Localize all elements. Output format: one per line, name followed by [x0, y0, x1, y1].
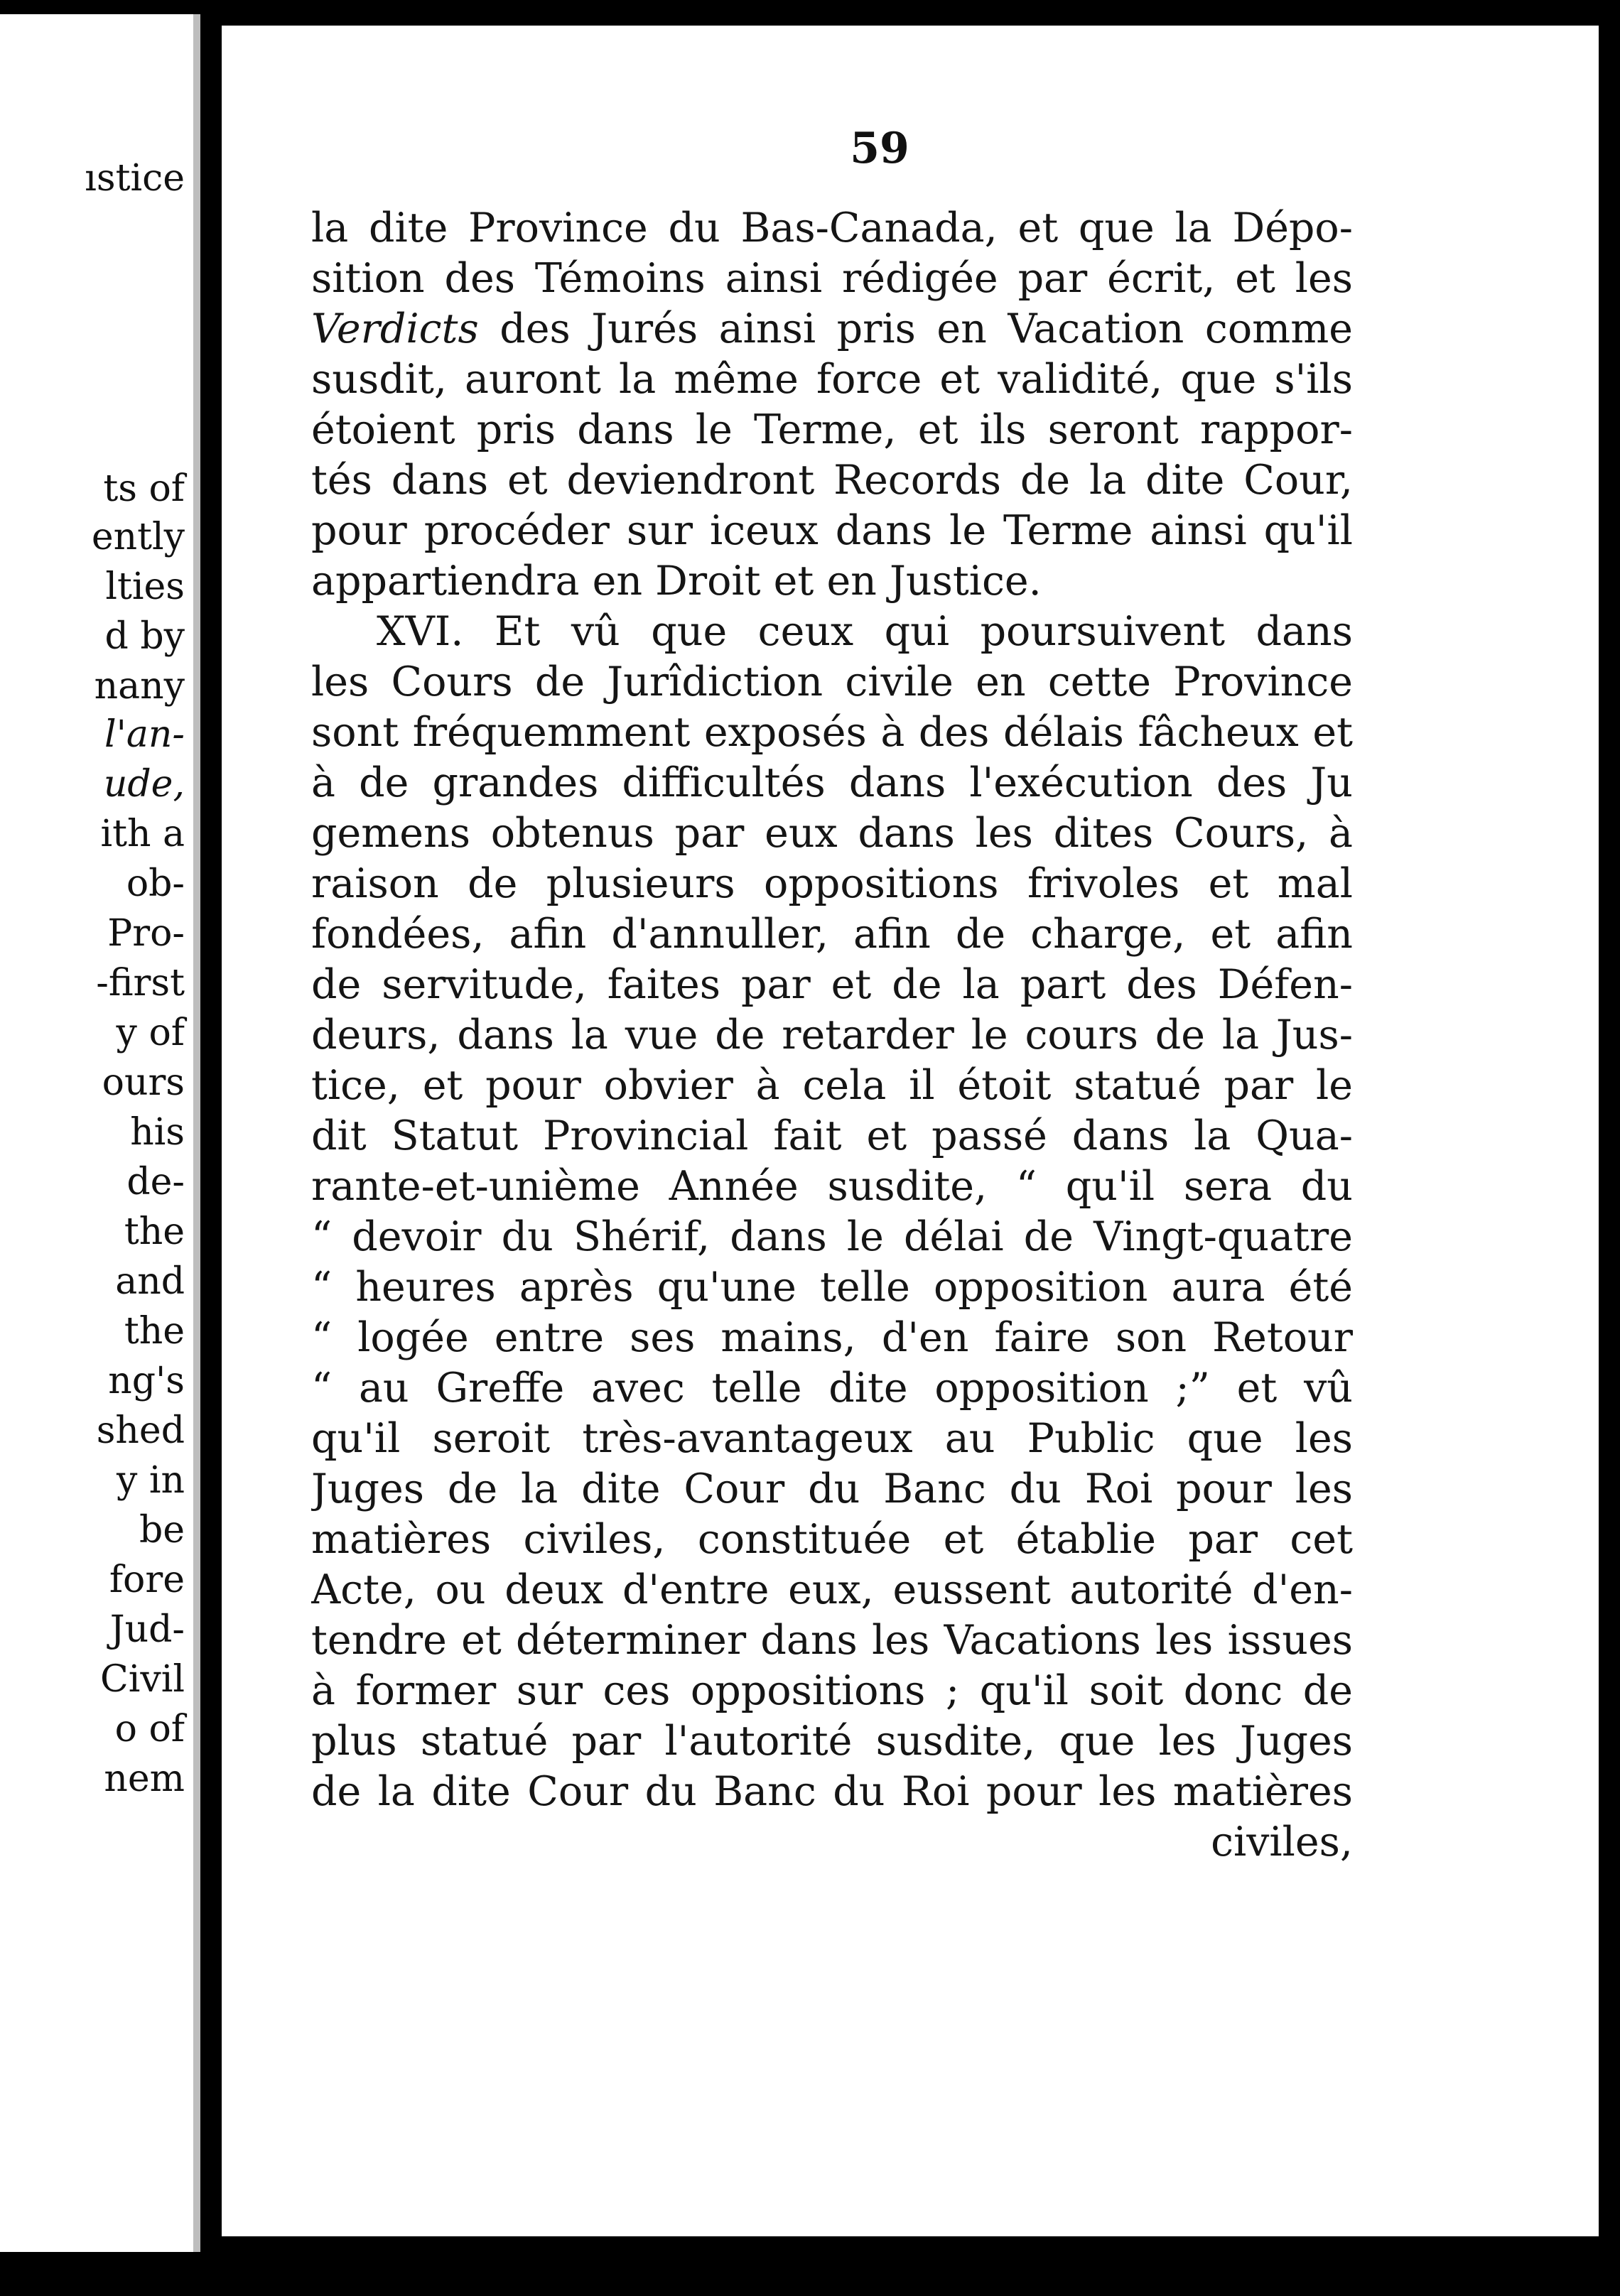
line-text: rante-et-unième Année susdite, “ qu'il sera du — [311, 1163, 1353, 1210]
facing-page-line: nany — [94, 665, 185, 708]
line-text: XVI. Et vû que ceux qui poursuivent dans — [377, 608, 1353, 655]
text-line — [311, 1262, 1353, 1313]
line-text: pour procéder sur iceux dans le Terme ainsi qu'il — [311, 507, 1353, 554]
text-line — [311, 1716, 1353, 1767]
line-text: matières civiles, constituée et établie par cet — [311, 1516, 1353, 1563]
line-text: “ devoir du Shérif, dans le délai de Vingt-quatre — [311, 1213, 1353, 1260]
facing-page-line: ng's — [108, 1360, 185, 1402]
text-line — [311, 455, 1353, 506]
catchword — [311, 1817, 1353, 1868]
facing-page-line: be — [139, 1509, 185, 1552]
facing-page-line: nem — [104, 1758, 185, 1800]
text-line — [311, 254, 1353, 304]
text-line — [311, 1565, 1353, 1615]
line-text: à former sur ces oppositions ; qu'il soit donc de — [311, 1667, 1353, 1714]
page-number: 59 — [850, 124, 909, 173]
facing-page-line: and — [115, 1260, 185, 1303]
text-line — [311, 1464, 1353, 1515]
italic-word: Verdicts — [311, 305, 479, 352]
line-text: fondées, afin d'annuller, afin de charge, et afin — [311, 911, 1353, 958]
text-line — [311, 203, 1353, 254]
facing-page-line: de- — [126, 1161, 185, 1203]
facing-page-line: Jud- — [109, 1608, 185, 1651]
facing-page-line: fore — [109, 1559, 185, 1601]
line-text: “ heures après qu'une telle opposition aura été — [311, 1264, 1353, 1311]
facing-page-line: ob- — [126, 862, 185, 905]
line-text: des Jurés ainsi pris en Vacation comme — [478, 305, 1353, 352]
line-text: appartiendra en Droit et en Justice. — [311, 558, 1042, 605]
facing-page-line: o of — [114, 1708, 185, 1750]
line-text: Juges de la dite Cour du Banc du Roi pour les — [311, 1466, 1353, 1512]
text-line — [311, 1767, 1353, 1817]
facing-page-line: his — [130, 1111, 185, 1154]
line-text: les Cours de Jurîdiction civile en cette Province — [311, 659, 1353, 705]
facing-page-line: l'an- — [104, 713, 185, 756]
text-line — [311, 960, 1353, 1010]
facing-page-line: ours — [102, 1061, 185, 1104]
page-body-text — [311, 203, 1353, 1868]
text-line — [311, 556, 1353, 607]
line-text: “ logée entre ses mains, d'en faire son Retour — [311, 1314, 1353, 1361]
line-text: sition des Témoins ainsi rédigée par écrit, et les — [311, 255, 1353, 302]
text-line — [311, 607, 1353, 657]
facing-page-line: d by — [104, 615, 185, 658]
line-text: tendre et déterminer dans les Vacations les issues — [311, 1617, 1353, 1664]
line-text: dit Statut Provincial fait et passé dans la Qua- — [311, 1112, 1353, 1159]
gutter-shadow — [193, 14, 200, 2252]
text-line — [311, 304, 1353, 354]
line-text: qu'il seroit très-avantageux au Public que les — [311, 1415, 1353, 1462]
line-text: tice, et pour obvier à cela il étoit statué par le — [311, 1062, 1353, 1109]
text-line — [311, 506, 1353, 556]
text-line — [311, 1111, 1353, 1161]
line-text: tés dans et deviendront Records de la dite Cour, — [311, 457, 1353, 504]
text-line — [311, 808, 1353, 859]
line-text: la dite Province du Bas-Canada, et que la Dépo- — [311, 205, 1353, 251]
facing-page-line: ıstice — [85, 157, 185, 200]
text-line — [311, 1161, 1353, 1212]
book-page — [222, 26, 1599, 2236]
line-text: à de grandes difficultés dans l'exécution des Ju — [311, 759, 1353, 806]
facing-page-line: -first — [96, 962, 185, 1004]
text-line — [311, 1414, 1353, 1464]
facing-page-fragment — [0, 14, 200, 2252]
facing-page-line: y of — [116, 1012, 185, 1054]
facing-page-line: lties — [105, 565, 185, 608]
line-text: de la dite Cour du Banc du Roi pour les matières — [311, 1768, 1353, 1815]
facing-page-line: y in — [116, 1459, 185, 1502]
text-line — [311, 1515, 1353, 1565]
text-line — [311, 1615, 1353, 1666]
text-line — [311, 909, 1353, 960]
text-line — [311, 1313, 1353, 1363]
line-text: plus statué par l'autorité susdite, que les Juges — [311, 1718, 1353, 1765]
facing-page-line: Pro- — [107, 912, 185, 955]
facing-page-line: ently — [91, 516, 185, 558]
book-spine — [200, 0, 222, 2296]
line-text: “ au Greffe avec telle dite opposition ;” et vû — [311, 1365, 1353, 1412]
text-line — [311, 859, 1353, 909]
facing-page-line: Civil — [99, 1658, 185, 1701]
text-line — [311, 1363, 1353, 1414]
line-text: étoient pris dans le Terme, et ils seront rappor- — [311, 406, 1353, 453]
line-text: civiles, — [1211, 1819, 1353, 1866]
text-line — [311, 1061, 1353, 1111]
facing-page-line: the — [124, 1211, 185, 1253]
line-text: de servitude, faites par et de la part des Défen- — [311, 961, 1353, 1008]
text-line — [311, 708, 1353, 758]
text-line — [311, 1212, 1353, 1262]
text-line — [311, 1010, 1353, 1061]
facing-page-line: ude, — [103, 763, 185, 806]
text-line — [311, 354, 1353, 405]
line-text: sont fréquemment exposés à des délais fâcheux et — [311, 709, 1353, 756]
line-text: Acte, ou deux d'entre eux, eussent autorité d'en- — [311, 1566, 1353, 1613]
facing-page-line: the — [124, 1310, 185, 1353]
text-line — [311, 405, 1353, 455]
line-text: susdit, auront la même force et validité, que s'ils — [311, 356, 1353, 403]
text-line — [311, 758, 1353, 808]
line-text: gemens obtenus par eux dans les dites Cours, à — [311, 810, 1353, 857]
facing-page-line: ith a — [100, 813, 185, 855]
text-line — [311, 1666, 1353, 1716]
text-line — [311, 657, 1353, 708]
line-text: deurs, dans la vue de retarder le cours de la Jus- — [311, 1012, 1353, 1058]
line-text: raison de plusieurs oppositions frivoles et mal — [311, 860, 1353, 907]
facing-page-line: shed — [96, 1409, 185, 1452]
facing-page-line: ts of — [103, 467, 185, 510]
